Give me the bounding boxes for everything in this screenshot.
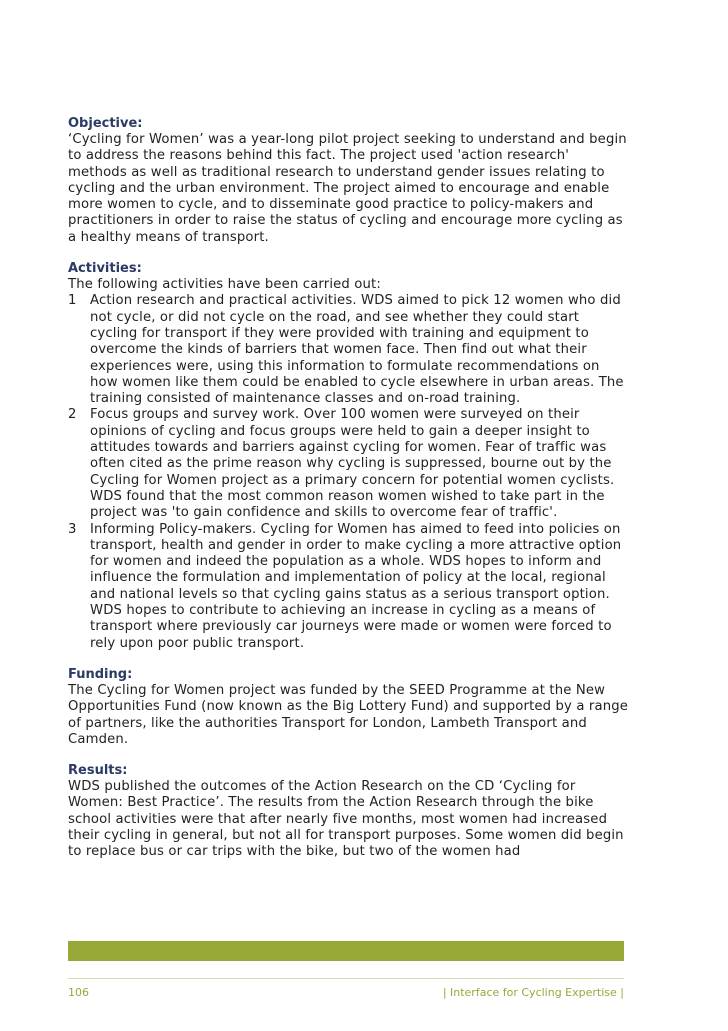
list-item [68, 407, 628, 521]
list-item-number: 2 [68, 407, 77, 423]
funding-heading: Funding: [68, 666, 133, 682]
objective-text: ‘Cycling for Women’ was a year-long pilot project seeking to understand and begin to address the reasons behind this fact. The project used 'action research' methods as well as traditional research to understand gender issues relating to cycling and the urban environment. The project aimed to encourage and enable more women to cycle, and to disseminate good practice to policy-makers and practitioners in order to raise the status of cycling and encourage more cycling as a healthy means of transport. [68, 132, 627, 245]
page-number: 106 [68, 986, 89, 999]
footer-accent-bar [68, 941, 624, 961]
activities-heading: Activities: [68, 261, 142, 277]
funding-section [68, 666, 628, 748]
activities-section [68, 260, 628, 652]
footer-divider [68, 978, 624, 979]
funding-text: The Cycling for Women project was funded by the SEED Programme at the New Opportunities Fund (now known as the Big Lottery Fund) and supported by a range of partners, like the authorities Transport for London, Lambeth Transport and Camden. [68, 682, 629, 747]
page-content [68, 115, 628, 875]
list-item-number: 3 [68, 521, 77, 537]
activities-list [68, 293, 628, 652]
activities-intro: The following activities have been carried out: [68, 277, 381, 293]
results-heading: Results: [68, 763, 128, 779]
list-item-text: Informing Policy-makers. Cycling for Women has aimed to feed into policies on transport, health and gender in order to make cycling a more attractive option for women and indeed the population as a whole. WDS hopes to inform and influence the formulation and implementation of policy at the local, regional and national levels so that cycling gains status as a serious transport option. WDS hopes to contribute to achieving an increase in cycling as a means of transport where previously car journeys were made or women were forced to rely upon poor public transport. [90, 521, 622, 651]
results-section [68, 762, 628, 860]
objective-heading: Objective: [68, 116, 143, 131]
list-item-text: Action research and practical activities. WDS aimed to pick 12 women who did not cycle, or did not cycle on the road, and see whether they could start cycling for transport if they were provided with training and equipment to overcome the kinds of barriers that women face. Then find out what their experiences were, using this information to formulate recommendations on how women like them could be enabled to cycle elsewhere in urban areas. The training consisted of maintenance classes and on-road training. [90, 293, 624, 407]
results-text: WDS published the outcomes of the Action Research on the CD ‘Cycling for Women: Best Practice’. The results from the Action Research through the bike school activities were that after nearly five months, most women had increased their cycling in general, but not all for transport purposes. Some women did begin to replace bus or car trips with the bike, but two of the women had [68, 779, 624, 860]
footer-title: | Interface for Cycling Expertise | [442, 986, 624, 999]
list-item-number: 1 [68, 293, 77, 309]
list-item [68, 293, 628, 407]
list-item-text: Focus groups and survey work. Over 100 women were surveyed on their opinions of cycling and focus groups were held to gain a deeper insight to attitudes towards and barriers against cycling for women. Fear of traffic was often cited as the prime reason why cycling is suppressed, bourne out by the Cycling for Women project as a primary concern for potential women cyclists. WDS found that the most common reason women wished to take part in the project was 'to gain confidence and skills to overcome fear of traffic'. [90, 407, 615, 521]
list-item [68, 522, 628, 652]
objective-section [68, 115, 628, 246]
